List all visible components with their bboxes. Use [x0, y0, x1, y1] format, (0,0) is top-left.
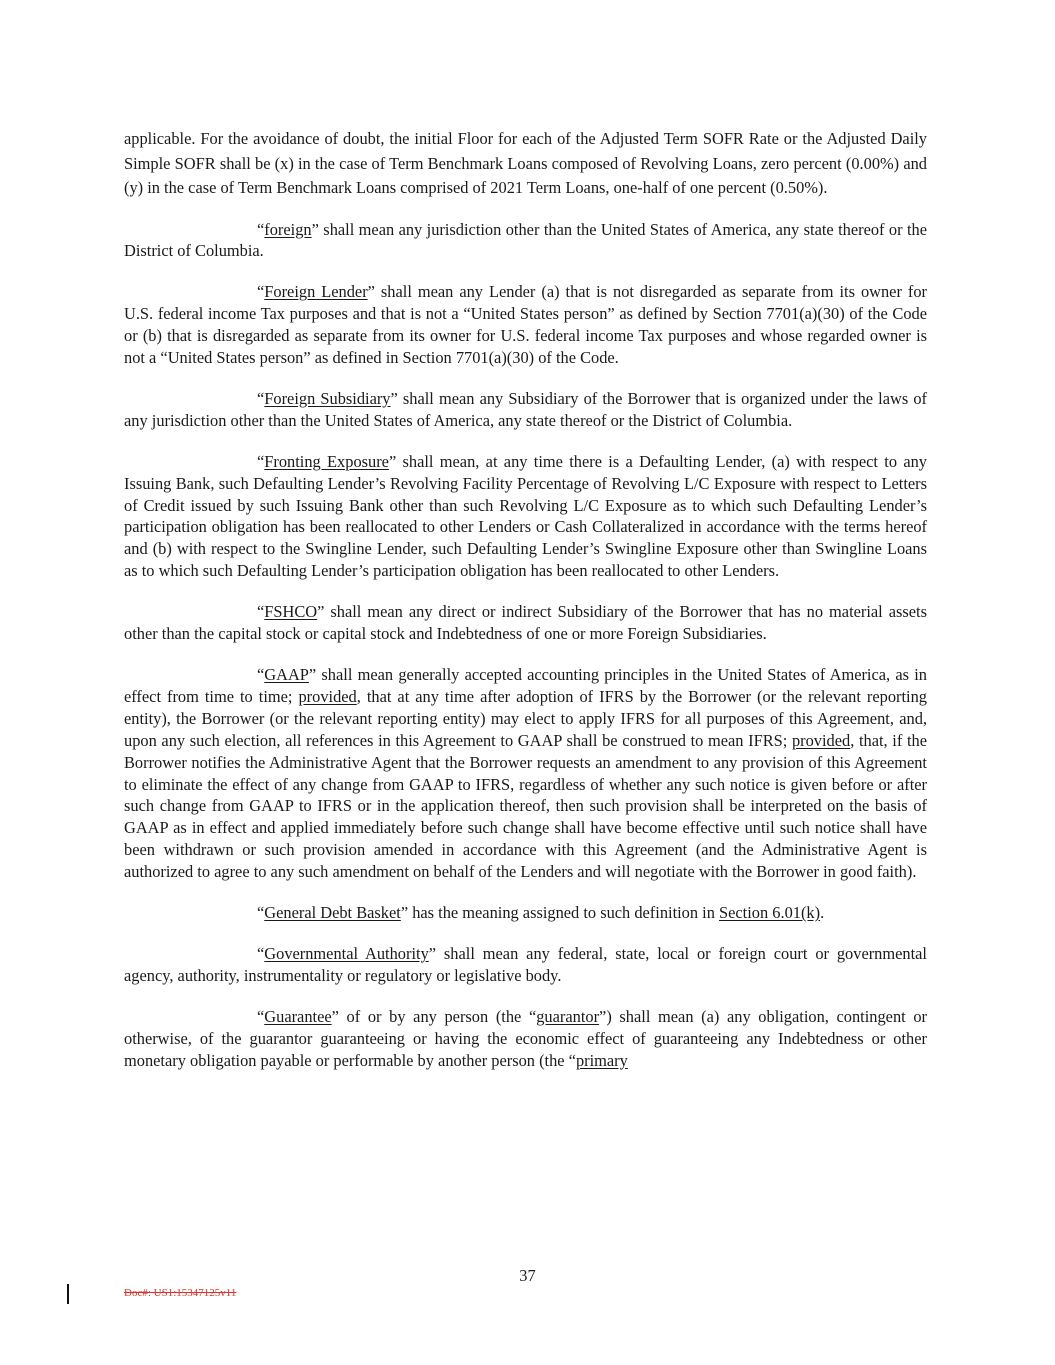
definition-general-debt-basket: “General Debt Basket” has the meaning assigned to such definition in Section 6.01(k).: [257, 903, 825, 923]
defined-term: FSHCO: [264, 602, 318, 622]
defined-term: GAAP: [264, 665, 309, 684]
change-bar: [67, 1284, 69, 1304]
provided-term: provided: [298, 686, 357, 706]
page-number: 37: [519, 1266, 536, 1285]
defined-term: foreign: [264, 219, 312, 239]
defined-term: General Debt Basket: [264, 903, 401, 923]
definition-gaap: “GAAP” shall mean generally accepted accounting principles in the United States of America, as in effect from time to time; provided, that at any time after adoption of IFRS by the Borrower (or the relevant reporting entity), the Borrower (or the relevant reporting entity) may elect to apply IFRS for all purposes of this Agreement, and, upon any such election, all references in this Agreement to GAAP shall be construed to mean IFRS; provided, that, if the Borrower notifies the Administrative Agent that the Borrower requests an amendment to any provision of this Agreement to eliminate the effect of any change from GAAP to IFRS, regardless of whether any such notice is given before or after such change from GAAP to IFRS or in the application thereof, then such provision shall be interpreted on the basis of GAAP as in effect and applied immediately before such change shall have become effective until such notice shall have been withdrawn or such provision amended in accordance with this Agreement (and the Administrative Agent is authorized to agree to any such amendment on behalf of the Lenders and will negotiate with the Borrower in good faith).: [124, 665, 927, 882]
definition-foreign-lender: “Foreign Lender” shall mean any Lender (a) that is not disregarded as separate from its owner for U.S. federal income Tax purposes and that is not a “United States person” as defined by Section 7701(a)(30) of the Code or (b) that is disregarded as separate from its owner for U.S. federal income Tax purposes and whose regarded owner is not a “United States person” as defined in Section 7701(a)(30) of the Code.: [124, 282, 927, 368]
intro-paragraph: applicable. For the avoidance of doubt, the initial Floor for each of the Adjusted Term SOFR Rate or the Adjusted Daily Simple SOFR shall be (x) in the case of Term Benchmark Loans composed of Revolving Loans, zero percent (0.00%) and (y) in the case of Term Benchmark Loans comprised of 2021 Term Loans, one-half of one percent (0.50%).: [124, 129, 927, 197]
definition-foreign-subsidiary: “Foreign Subsidiary” shall mean any Subsidiary of the Borrower that is organized under the laws of any jurisdiction other than the United States of America, any state thereof or the District of Columbia.: [124, 388, 927, 430]
definition-guarantee: “Guarantee” of or by any person (the “guarantor”) shall mean (a) any obligation, contingent or otherwise, of the guarantor guaranteeing or having the economic effect of guaranteeing any Indebtedness or other monetary obligation payable or performable by another person (the “primary: [124, 1006, 927, 1070]
definition-foreign: “foreign” shall mean any jurisdiction other than the United States of America, any state thereof or the District of Columbia.: [124, 219, 927, 261]
defined-term: guarantor: [536, 1006, 600, 1026]
defined-term: Guarantee: [264, 1006, 332, 1026]
definition-fronting-exposure: “Fronting Exposure” shall mean, at any time there is a Defaulting Lender, (a) with respect to any Issuing Bank, such Defaulting Lender’s Revolving Facility Percentage of Revolving L/C Exposure with respect to Letters of Credit issued by such Issuing Bank other than such Revolving L/C Exposure as to which such Defaulting Lender’s participation obligation has been reallocated to other Lenders or Cash Collateralized in accordance with the terms hereof and (b) with respect to the Swingline Lender, such Defaulting Lender’s Swingline Exposure other than Swingline Loans as to which such Defaulting Lender’s participation obligation has been reallocated to other Lenders.: [124, 451, 927, 581]
defined-term: Foreign Lender: [264, 282, 368, 302]
defined-term: Foreign Subsidiary: [264, 388, 391, 408]
document-id: Doc#: US1:15347125v11: [124, 1287, 237, 1299]
defined-term: Governmental Authority: [264, 943, 429, 963]
defined-term: Fronting Exposure: [264, 451, 389, 471]
definition-governmental-authority: “Governmental Authority” shall mean any federal, state, local or foreign court or governmental agency, authority, instrumentality or regulatory or legislative body.: [124, 943, 927, 985]
defined-term: primary: [575, 1050, 628, 1070]
document-body: [124, 127, 927, 1091]
provided-term: provided: [791, 730, 851, 750]
section-reference: Section 6.01(k): [719, 903, 821, 923]
definition-fshco: “FSHCO” shall mean any direct or indirect Subsidiary of the Borrower that has no material assets other than the capital stock or capital stock and Indebtedness of one or more Foreign Subsidiaries.: [124, 602, 927, 644]
